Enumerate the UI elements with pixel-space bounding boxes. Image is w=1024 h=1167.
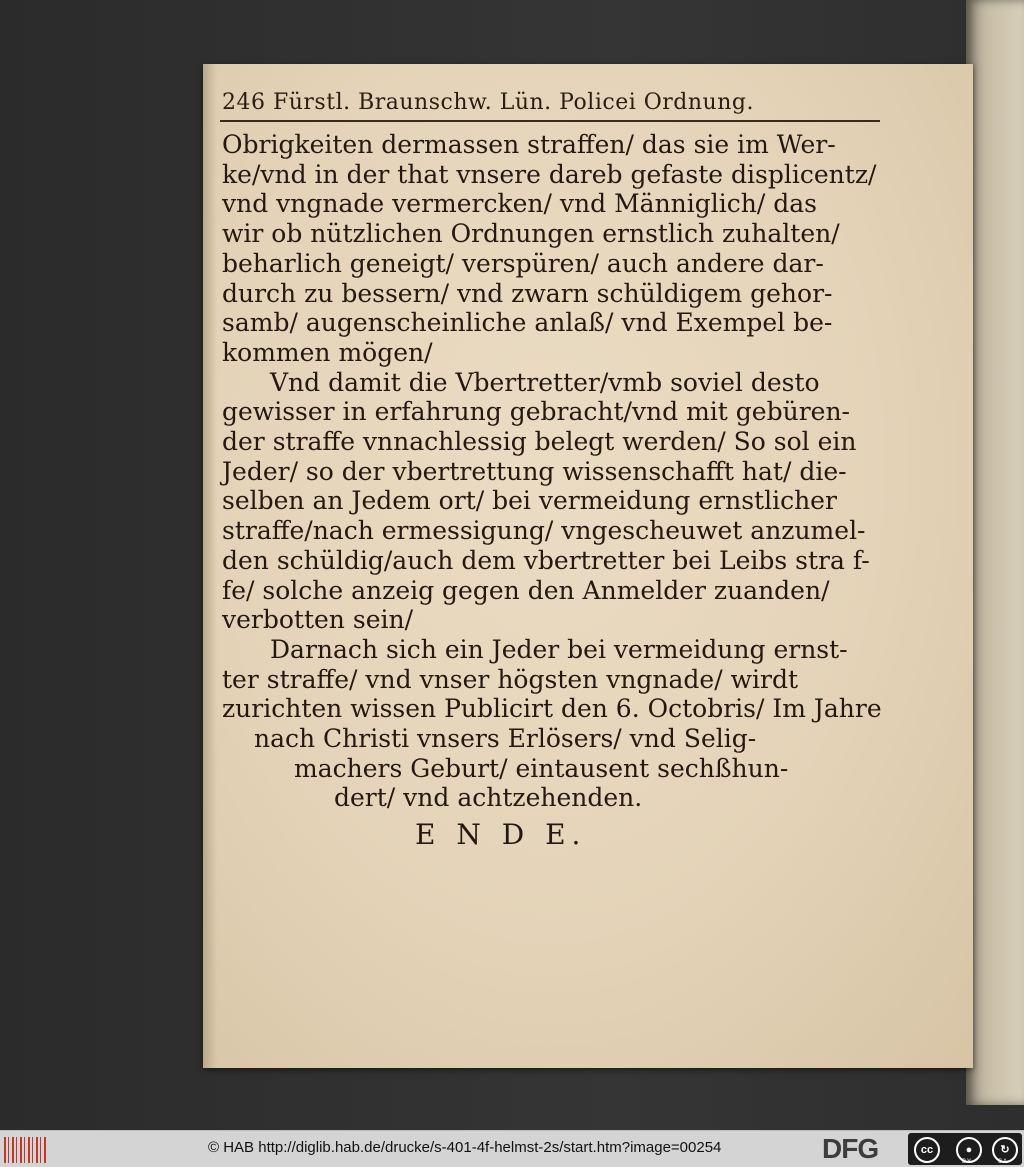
text-line: selben an Jedem ort/ bei vermeidung ernstlicher bbox=[222, 486, 837, 516]
text-line: straffe/nach ermessigung/ vngescheuwet anzumel- bbox=[222, 516, 866, 546]
text-line: verbotten sein/ bbox=[222, 605, 414, 635]
text-line: wir ob nützlichen Ordnungen ernstlich zuhalten/ bbox=[222, 219, 840, 249]
license-by-label: BY bbox=[962, 1159, 973, 1165]
text-line: durch zu bessern/ vnd zwarn schüldigem gehor- bbox=[222, 278, 833, 308]
text-line: dert/ vnd achtzehenden. bbox=[334, 783, 643, 813]
text-line: nach Christi vnsers Erlösers/ vnd Selig- bbox=[254, 724, 757, 754]
text-line: fe/ solche anzeig gegen den Anmelder zuanden/ bbox=[222, 575, 830, 605]
facing-page-edge bbox=[966, 0, 1024, 1105]
text-line: samb/ augenscheinliche anlaß/ vnd Exempel be- bbox=[222, 308, 833, 338]
page-header: 246 Fürstl. Braunschw. Lün. Policei Ordnung. bbox=[222, 90, 754, 115]
text-line: den schüldig/auch dem vbertretter bei Leibs stra f- bbox=[222, 545, 870, 575]
text-line: Obrigkeiten dermassen straffen/ das sie im Wer- bbox=[222, 130, 836, 159]
text-line: Darnach sich ein Jeder bei vermeidung ernst- bbox=[270, 634, 848, 664]
text-line: ke/vnd in der that vnsere dareb gefaste displicentz/ bbox=[222, 159, 877, 189]
text-line: Jeder/ so der vbertrettung wissenschafft hat/ die- bbox=[222, 456, 847, 486]
body-text bbox=[222, 130, 882, 813]
text-line: der straffe vnnachlessig belegt werden/ So sol ein bbox=[222, 427, 857, 457]
cc-license-badge[interactable] bbox=[908, 1133, 1022, 1165]
text-line: vnd vngnade vermercken/ vnd Männiglich/ das bbox=[222, 189, 817, 219]
sa-share-icon: ↻ bbox=[992, 1137, 1018, 1163]
license-sa-label: SA bbox=[998, 1159, 1009, 1165]
text-line: beharlich geneigt/ verspüren/ auch andere dar- bbox=[222, 248, 824, 278]
finis-mark: E N D E. bbox=[415, 818, 587, 851]
cc-icon: cc bbox=[914, 1137, 940, 1163]
text-line: ter straffe/ vnd vnser högsten vngnade/ wirdt bbox=[222, 664, 798, 694]
text-line: kommen mögen/ bbox=[222, 337, 433, 367]
text-line: gewisser in erfahrung gebracht/vnd mit gebüren- bbox=[222, 397, 850, 427]
text-line: machers Geburt/ eintausent sechßhun- bbox=[294, 753, 789, 783]
source-link[interactable]: © HAB http://diglib.hab.de/drucke/s-401-4f-helmst-2s/start.htm?image=00254 bbox=[208, 1139, 722, 1156]
hab-logo-icon bbox=[4, 1137, 46, 1163]
by-person-icon: ● bbox=[956, 1137, 982, 1163]
header-rule bbox=[220, 120, 880, 122]
dfg-logo: DFG bbox=[822, 1133, 879, 1164]
footer-bar bbox=[0, 1130, 1024, 1167]
text-line: zurichten wissen Publicirt den 6. Octobris/ Im Jahre bbox=[222, 694, 882, 724]
text-line: Vnd damit die Vbertretter/vmb soviel desto bbox=[270, 367, 820, 397]
